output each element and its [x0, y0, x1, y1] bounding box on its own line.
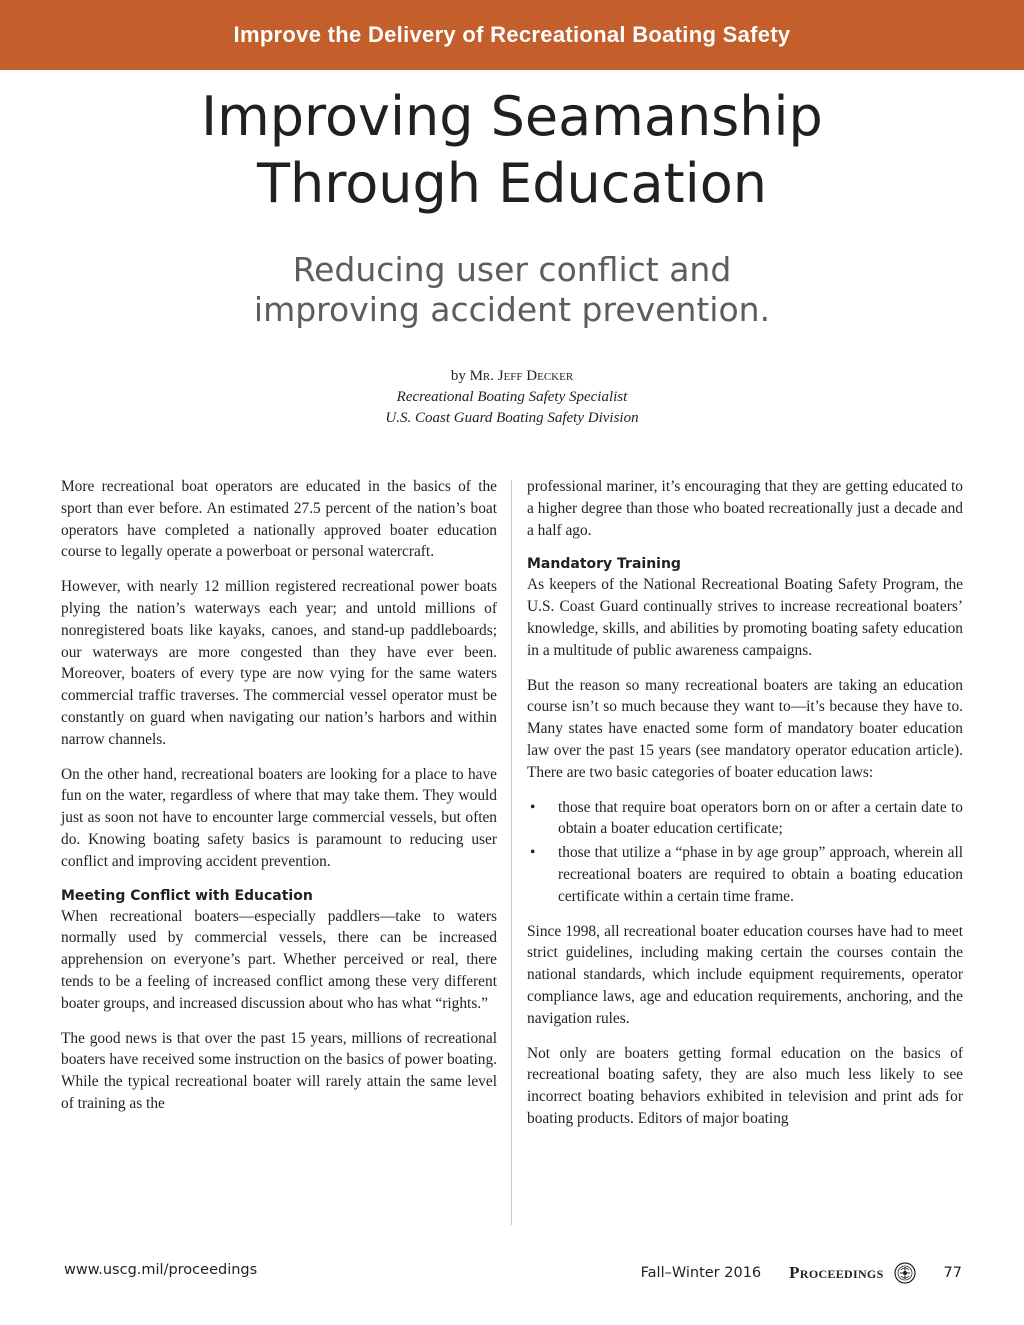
paragraph: But the reason so many recreational boaters are taking an education course isn’t so much because they want to—it’s because they have to. Many states have enacted some form of mandatory boater education law over the past 15 years (see mandatory operator education article). There are two basic categories of boater education laws:	[527, 676, 963, 781]
author-role: Recreational Boating Safety Specialist	[396, 389, 628, 405]
column-divider	[511, 480, 512, 1225]
title-line-1: Improving Seamanship	[201, 85, 823, 148]
paragraph: As keepers of the National Recreational Boating Safety Program, the U.S. Coast Guard continually strives to increase recreational boaters’ knowledge, skills, and abilities by promoting boating safety education in a multitude of public awareness campaigns.	[527, 576, 963, 659]
footer-right	[641, 1262, 962, 1284]
right-column	[527, 476, 963, 1143]
author-organization: U.S. Coast Guard Boating Safety Division	[385, 410, 639, 426]
paragraph: The good news is that over the past 15 years, millions of recreational boaters have received some instruction on the basics of power boating. While the typical recreational boater will rarely attain the same level of training as the	[61, 1029, 497, 1112]
paragraph: Not only are boaters getting formal education on the basics of recreational boating safety, they are also much less likely to see incorrect boating behaviors exhibited in television and print ads for boating products. Editors of major boating	[527, 1044, 963, 1127]
paragraph: Since 1998, all recreational boater education courses have had to meet strict guidelines, including making certain the courses contain the national standards, which include equipment requirements, operator compliance laws, age and education requirements, anchoring, and the navigation rules.	[527, 922, 963, 1027]
section-heading: Meeting Conflict with Education	[61, 887, 313, 904]
title-line-2: Through Education	[257, 151, 767, 215]
article-subtitle	[0, 250, 1024, 331]
footer-url[interactable]: www.uscg.mil/proceedings	[64, 1262, 258, 1278]
article-title	[0, 84, 1024, 218]
list-item	[527, 797, 963, 841]
list-item-text: those that utilize a “phase in by age group” approach, wherein all recreational boaters are required to obtain a boating education certificate within a certain time frame.	[558, 844, 963, 905]
left-column	[61, 476, 497, 1128]
paragraph: On the other hand, recreational boaters are looking for a place to have fun on the water, regardless of where that may take them. They would just as soon not have to encounter large commercial vessels, but often do. Knowing boating safety basics is paramount to reducing user conflict and improving accident prevention.	[61, 765, 497, 870]
bullet-icon: •	[530, 798, 536, 816]
subtitle-line-1: Reducing user conflict and	[292, 250, 732, 289]
author-name: Mr. Jeff Decker	[469, 368, 574, 384]
coast-guard-seal-icon	[894, 1262, 916, 1284]
list-item	[527, 842, 963, 907]
paragraph: More recreational boat operators are educated in the basics of the sport than ever before. An estimated 27.5 percent of the nation’s boat operators have completed a nationally approved boater education course to legally operate a powerboat or personal watercraft.	[61, 478, 497, 561]
byline-prefix: by	[450, 368, 466, 384]
footer-issue: Fall–Winter 2016	[640, 1265, 762, 1281]
section-banner	[0, 0, 1024, 70]
footer-brand: Proceedings	[789, 1263, 884, 1282]
list-item-text: those that require boat operators born on or after a certain date to obtain a boater education certificate;	[558, 798, 963, 838]
section-heading: Mandatory Training	[527, 556, 681, 573]
bullet-list	[527, 797, 963, 908]
page-number: 77	[943, 1265, 962, 1281]
byline	[0, 366, 1024, 429]
paragraph: When recreational boaters—especially paddlers—take to waters normally used by commercial vessels, there can be increased apprehension on everyone’s part. Whether perceived or real, there tends to be a feeling of increased conflict among these very different boater groups, and increased discussion about who has what “rights.”	[61, 907, 497, 1012]
banner-text: Improve the Delivery of Recreational Boating Safety	[233, 22, 791, 47]
subtitle-line-2: improving accident prevention.	[253, 290, 771, 330]
bullet-icon: •	[530, 844, 536, 862]
paragraph: professional mariner, it’s encouraging that they are getting educated to a higher degree than those who boated recreationally just a decade and a half ago.	[527, 478, 963, 539]
paragraph: However, with nearly 12 million registered recreational power boats plying the nation’s waterways each year; and untold millions of nonregistered boats like kayaks, canoes, and stand-up paddleboards; our waterways are more congested than they have ever been. Moreover, boaters of every type are now vying for the same waters commercial traffic traverses. The commercial vessel operator must be constantly on guard when navigating our nation’s harbors and within narrow channels.	[61, 578, 497, 748]
